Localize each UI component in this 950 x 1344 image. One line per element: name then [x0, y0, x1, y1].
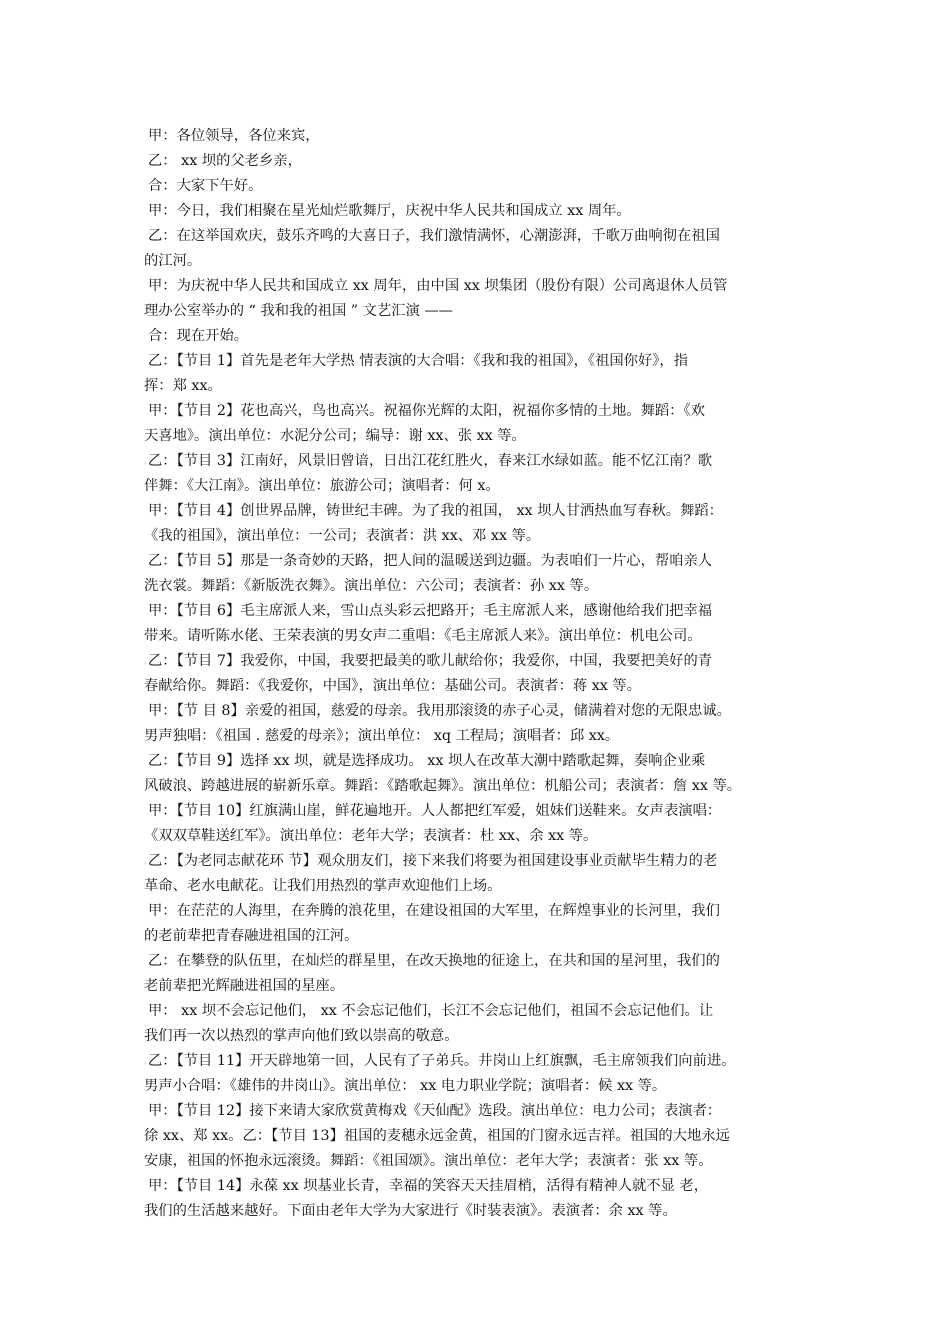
- paragraph-first-line: 甲：【节目 14】永葆 xx 坝基业长青，幸福的笑容天天挂眉梢，活得有精神人就不显 老，: [148, 1178, 709, 1194]
- paragraph-continuation-line: 伴舞：《大江南》。演出单位：旅游公司；演唱者：何 x。: [144, 478, 500, 494]
- paragraph-continuation-line: 《我的祖国》，演出单位：一公司；表演者：洪 xx、邓 xx 等。: [144, 528, 541, 544]
- paragraph-continuation-line: 带来。请听陈水佬、王荣表演的男女声二重唱：《毛主席派人来》。演出单位：机电公司。: [144, 628, 702, 644]
- script-paragraph: [144, 224, 813, 274]
- paragraph-first-line: 合：现在开始。: [148, 328, 249, 344]
- script-paragraph: [144, 549, 813, 599]
- paragraph-first-line: 甲：今日，我们相聚在星光灿烂歌舞厅，庆祝中华人民共和国成立 xx 周年。: [148, 203, 631, 219]
- paragraph-continuation-line: 理办公室举办的 “ 我和我的祖国 ” 文艺汇演 ——: [144, 303, 453, 319]
- script-paragraph: [144, 399, 813, 449]
- paragraph-first-line: 甲：【节目 4】创世界品牌，铸世纪丰碑。为了我的祖国， xx 坝人甘洒热血写春秋。舞蹈：: [148, 503, 723, 519]
- paragraph-continuation-line: 男声小合唱：《雄伟的井岗山》。演出单位： xx 电力职业学院；演唱者：候 xx 等。: [144, 1078, 667, 1094]
- paragraph-continuation-line: 革命、老水电献花。让我们用热烈的掌声欢迎他们上场。: [144, 878, 502, 894]
- paragraph-continuation-line: 挥：郑 xx。: [144, 378, 222, 394]
- paragraph-continuation-line: 徐 xx、郑 xx。乙：【节目 13】祖国的麦穗永远金黄，祖国的门窗永远吉祥。祖国的大地永远: [144, 1128, 730, 1144]
- script-paragraph: [144, 499, 813, 549]
- paragraph-continuation-line: 男声独唱：《祖国 . 慈爱的母亲》；演出单位： xq 工程局；演唱者：邱 xx。: [144, 728, 620, 744]
- script-paragraph: [148, 174, 813, 199]
- paragraph-first-line: 乙：【为老同志献花环 节】观众朋友们，接下来我们将要为祖国建设事业贡献毕生精力的老: [148, 853, 718, 869]
- paragraph-continuation-line: 春献给你。舞蹈：《我爱你，中国》，演出单位：基础公司。表演者：蒋 xx 等。: [144, 678, 642, 694]
- paragraph-first-line: 乙：【节目 7】我爱你，中国，我要把最美的歌儿献给你；我爱你，中国，我要把美好的青: [148, 653, 713, 669]
- script-paragraph: [148, 324, 813, 349]
- paragraph-first-line: 甲：【节目 2】花也高兴，鸟也高兴。祝福你光辉的太阳，祝福你多情的土地。舞蹈：《欢: [148, 403, 705, 419]
- paragraph-continuation-line: 老前辈把光辉融进祖国的星座。: [144, 978, 345, 994]
- paragraph-first-line: 甲：【节目 12】接下来请大家欣赏黄梅戏《天仙配》选段。演出单位：电力公司；表演者：: [148, 1103, 722, 1119]
- script-paragraph: [144, 949, 813, 999]
- paragraph-continuation-line: 我们的生活越来越好。下面由老年大学为大家进行《时装表演》。表演者：余 xx 等。: [144, 1203, 677, 1219]
- script-paragraph: [144, 849, 813, 899]
- script-paragraph: [144, 599, 813, 649]
- script-paragraph: [144, 349, 813, 399]
- script-paragraph: [148, 199, 813, 224]
- paragraph-first-line: 甲：【节目 10】红旗满山崖，鲜花遍地开。人人都把红军爱，姐妹们送鞋来。女声表演唱：: [148, 803, 722, 819]
- script-paragraph: [144, 274, 813, 324]
- paragraph-first-line: 甲：为庆祝中华人民共和国成立 xx 周年，由中国 xx 坝集团（股份有限）公司离退休人员管: [148, 278, 728, 294]
- paragraph-continuation-line: 的江河。: [144, 253, 202, 269]
- script-paragraph: [144, 1174, 813, 1224]
- paragraph-first-line: 乙：【节目 3】江南好，风景旧曾谙，日出江花红胜火，春来江水绿如蓝。能不忆江南？歌: [148, 453, 713, 469]
- paragraph-first-line: 甲：【节目 6】毛主席派人来，雪山点头彩云把路开；毛主席派人来，感谢他给我们把幸福: [148, 603, 713, 619]
- paragraph-first-line: 乙：【节目 11】开天辟地第一回，人民有了子弟兵。井岗山上红旗飘，毛主席领我们向前进。: [148, 1053, 736, 1069]
- paragraph-continuation-line: 《双双草鞋送红军》。演出单位：老年大学；表演者：杜 xx、余 xx 等。: [144, 828, 598, 844]
- script-paragraph: [144, 1099, 813, 1174]
- script-paragraph: [148, 124, 813, 149]
- paragraph-first-line: 乙：在这举国欢庆，鼓乐齐鸣的大喜日子，我们激情满怀，心潮澎湃，千歌万曲响彻在祖国: [148, 228, 720, 244]
- script-paragraph: [148, 149, 813, 174]
- paragraph-first-line: 乙： xx 坝的父老乡亲，: [148, 153, 302, 169]
- paragraph-first-line: 乙：【节目 5】那是一条奇妙的天路，把人间的温暖送到边疆。为表咱们一片心，帮咱亲人: [148, 553, 713, 569]
- document-body: [144, 124, 813, 1224]
- paragraph-continuation-line: 我们再一次以热烈的掌声向他们致以崇高的敬意。: [144, 1028, 459, 1044]
- script-paragraph: [144, 749, 813, 799]
- script-paragraph: [144, 899, 813, 949]
- paragraph-continuation-line: 洗衣裳。舞蹈：《新版洗衣舞》。演出单位：六公司；表演者：孙 xx 等。: [144, 578, 599, 594]
- paragraph-first-line: 合：大家下午好。: [148, 178, 263, 194]
- paragraph-continuation-line: 天喜地》。演出单位：水泥分公司；编导：谢 xx、张 xx 等。: [144, 428, 526, 444]
- script-paragraph: [144, 449, 813, 499]
- paragraph-continuation-line: 风破浪、跨越进展的崭新乐章。舞蹈：《踏歌起舞》。演出单位：机船公司；表演者：詹 xx 等。: [144, 778, 742, 794]
- paragraph-first-line: 甲：在茫茫的人海里，在奔腾的浪花里，在建设祖国的大军里，在辉煌事业的长河里，我们: [148, 903, 720, 919]
- script-paragraph: [144, 999, 813, 1049]
- paragraph-first-line: 乙：【节目 1】首先是老年大学热 情表演的大合唱：《我和我的祖国》，《祖国你好》，指: [148, 353, 689, 369]
- paragraph-continuation-line: 的老前辈把青春融进祖国的江河。: [144, 928, 359, 944]
- paragraph-first-line: 甲：各位领导，各位来宾，: [148, 128, 320, 144]
- paragraph-continuation-line: 安康，祖国的怀抱永远滚烫。舞蹈：《祖国颂》。演出单位：老年大学；表演者：张 xx 等。: [144, 1153, 713, 1169]
- script-paragraph: [144, 1049, 813, 1099]
- paragraph-first-line: 乙：在攀登的队伍里，在灿烂的群星里，在改天换地的征途上，在共和国的星河里，我们的: [148, 953, 720, 969]
- script-paragraph: [144, 649, 813, 699]
- script-paragraph: [144, 799, 813, 849]
- paragraph-first-line: 甲：【节 目 8】亲爱的祖国，慈爱的母亲。我用那滚烫的赤子心灵，储满着对您的无限忠诚。: [148, 703, 731, 719]
- paragraph-first-line: 甲： xx 坝不会忘记他们， xx 不会忘记他们，长江不会忘记他们，祖国不会忘记他们。让: [148, 1003, 714, 1019]
- paragraph-first-line: 乙：【节目 9】选择 xx 坝，就是选择成功。 xx 坝人在改革大潮中踏歌起舞，奏响企业乘: [148, 753, 706, 769]
- script-paragraph: [144, 699, 813, 749]
